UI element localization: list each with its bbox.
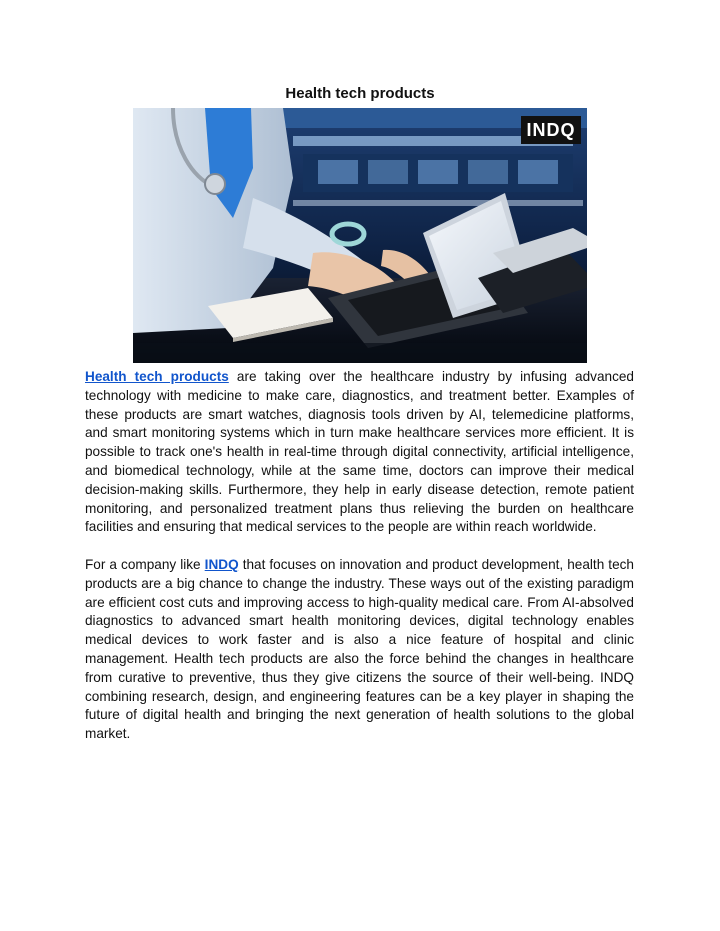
paragraph-intro-text: are taking over the healthcare industry by infusing advanced technology with medicine to make care, diagnostics, and treatment better. Examples of these products are smart watches, diagnosis tools driven by AI, telemedicine platforms, and smart monitoring systems which in turn make healthcare services more efficient. It is possible to track one's health in real-time through digital connectivity, artificial intelligence, and biomedical technology, while at the same time, doctors can improve their medical decision-making skills. Furthermore, they help in early disease detection, remote patient monitoring, and personalized treatment plans thus relieving the burden on healthcare facilities and ensuring that medical services to the people are within reach worldwide.: [85, 369, 634, 535]
indq-link[interactable]: INDQ: [204, 556, 239, 572]
doctor-laptop-illustration: [133, 108, 587, 363]
hero-image: [133, 108, 587, 363]
indq-logo: INDQ: [521, 116, 581, 144]
paragraph-intro: [85, 368, 634, 537]
paragraph-indq: [85, 556, 634, 744]
paragraph-indq-prefix: For a company like: [85, 556, 205, 572]
article-body: [85, 368, 634, 763]
page-title: Health tech products: [285, 85, 435, 102]
health-tech-products-link[interactable]: Health tech products: [85, 369, 229, 384]
paragraph-indq-text: that focuses on innovation and product development, health tech products are a big chance to change the industry. These ways out of the existing paradigm are efficient cost cuts and improving access to high-quality medical care. From AI-absolved diagnostics to advanced smart health monitoring devices, digital technology enables medical devices to work faster and is also a nice feature of hospital and clinic management. Health tech products are also the force behind the changes in healthcare from curative to preventive, thus they give citizens the source of their well-being. INDQ combining research, design, and engineering features can be a key player in shaping the future of digital health and bringing the next generation of health solutions to the global market.: [85, 556, 634, 742]
